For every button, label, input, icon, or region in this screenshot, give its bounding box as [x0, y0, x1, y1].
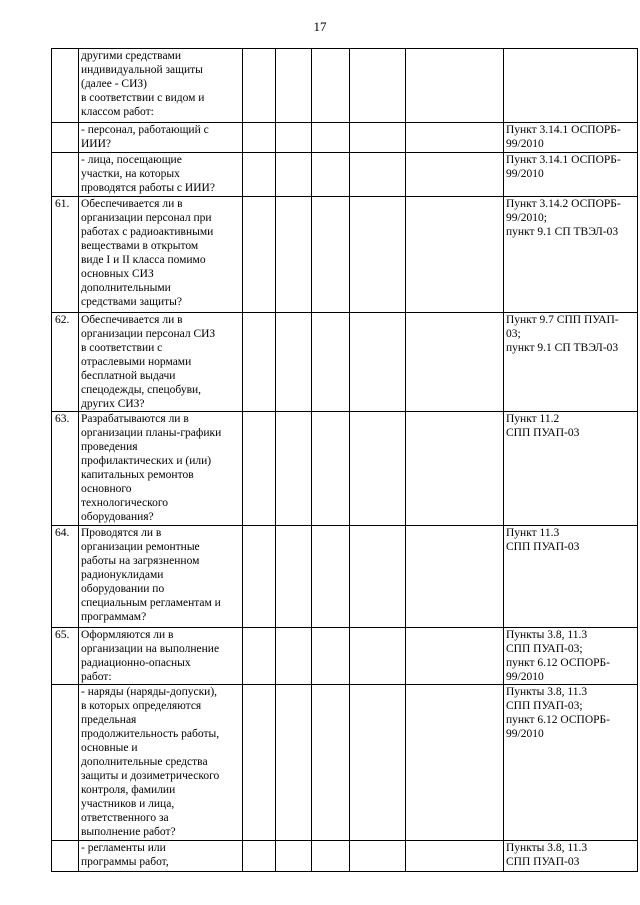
question-line: (далее - СИЗ): [81, 78, 147, 90]
reference-cell: [504, 49, 638, 123]
table-row: [52, 153, 638, 197]
question-cell: [79, 628, 243, 685]
question-line: организации на выполнение: [81, 643, 220, 655]
blank-cell: [406, 197, 504, 313]
reference-line: 03;: [506, 328, 521, 340]
question-line: Обеспечивается ли в: [81, 314, 183, 326]
answer-yes-cell: [243, 526, 276, 628]
answer-na-cell: [312, 628, 350, 685]
question-cell: [79, 123, 243, 153]
reference-line: 99/2010: [506, 168, 544, 180]
question-line: специальным регламентам и: [81, 597, 221, 609]
question-line: веществами в открытом: [81, 240, 199, 252]
question-line: профилактических и (или): [81, 455, 212, 467]
question-line: индивидуальной защиты: [81, 64, 203, 76]
question-line: работах с радиоактивными: [81, 226, 214, 238]
answer-no-cell: [276, 197, 312, 313]
reference-cell: [504, 123, 638, 153]
table-row: [52, 49, 638, 123]
question-line: работ:: [81, 671, 112, 683]
checklist-table: [51, 48, 638, 872]
table-row: [52, 123, 638, 153]
blank-cell: [406, 123, 504, 153]
question-line: программы работ,: [81, 856, 169, 868]
blank-cell: [406, 313, 504, 412]
question-line: оборудовании по: [81, 583, 165, 595]
question-line: - персонал, работающий с: [81, 124, 209, 136]
reference-line: пункт 6.12 ОСПОРБ-: [506, 657, 610, 669]
answer-yes-cell: [243, 628, 276, 685]
reference-line: 99/2010: [506, 671, 544, 683]
question-line: в соответствии с видом и: [81, 92, 205, 104]
reference-line: пункт 9.1 СП ТВЭЛ-03: [506, 342, 619, 354]
question-line: Проводятся ли в: [81, 527, 162, 539]
note-cell: [350, 841, 406, 872]
answer-yes-cell: [243, 412, 276, 526]
question-cell: [79, 841, 243, 872]
answer-na-cell: [312, 313, 350, 412]
question-line: - наряды (наряды-допуски),: [81, 686, 218, 698]
answer-no-cell: [276, 526, 312, 628]
question-line: другими средствами: [81, 50, 181, 62]
note-cell: [350, 313, 406, 412]
reference-cell: [504, 526, 638, 628]
answer-na-cell: [312, 412, 350, 526]
question-line: контроля, фамилии: [81, 784, 176, 796]
note-cell: [350, 628, 406, 685]
row-number: [52, 49, 79, 123]
question-line: радиационно-опасных: [81, 657, 191, 669]
answer-yes-cell: [243, 153, 276, 197]
question-line: других СИЗ?: [81, 398, 145, 410]
question-line: виде I и II класса помимо: [81, 254, 206, 266]
question-line: радионуклидами: [81, 569, 164, 581]
reference-line: пункт 6.12 ОСПОРБ-: [506, 714, 610, 726]
question-line: бесплатной выдачи: [81, 370, 176, 382]
reference-line: Пункт 11.2: [506, 413, 560, 425]
table-row: [52, 313, 638, 412]
answer-yes-cell: [243, 313, 276, 412]
question-line: дополнительными: [81, 282, 171, 294]
question-line: спецодежды, спецобуви,: [81, 384, 202, 396]
row-number: [52, 153, 79, 197]
question-cell: [79, 685, 243, 841]
reference-cell: [504, 628, 638, 685]
blank-cell: [406, 49, 504, 123]
question-line: организации персонал при: [81, 212, 212, 224]
question-line: предельная: [81, 714, 137, 726]
question-line: участников и лица,: [81, 798, 175, 810]
question-line: проводятся работы с ИИИ?: [81, 182, 215, 194]
question-line: основные и: [81, 742, 138, 754]
answer-no-cell: [276, 685, 312, 841]
question-line: ответственного за: [81, 812, 169, 824]
blank-cell: [406, 526, 504, 628]
answer-yes-cell: [243, 123, 276, 153]
reference-cell: [504, 685, 638, 841]
question-line: организации ремонтные: [81, 541, 200, 553]
answer-na-cell: [312, 153, 350, 197]
table-row: [52, 412, 638, 526]
question-line: работы на загрязненном: [81, 555, 200, 567]
table-body: [52, 49, 638, 872]
question-line: - лица, посещающие: [81, 154, 182, 166]
reference-line: Пункты 3.8, 11.3: [506, 629, 588, 641]
note-cell: [350, 197, 406, 313]
reference-line: СПП ПУАП-03;: [506, 700, 583, 712]
answer-na-cell: [312, 526, 350, 628]
reference-line: СПП ПУАП-03: [506, 856, 580, 868]
reference-cell: [504, 841, 638, 872]
reference-cell: [504, 412, 638, 526]
question-line: в соответствии с: [81, 342, 163, 354]
reference-cell: [504, 197, 638, 313]
answer-no-cell: [276, 841, 312, 872]
answer-yes-cell: [243, 685, 276, 841]
row-number: 61.: [52, 197, 79, 313]
answer-no-cell: [276, 313, 312, 412]
answer-na-cell: [312, 841, 350, 872]
question-line: средствами защиты?: [81, 296, 182, 308]
blank-cell: [406, 628, 504, 685]
reference-line: Пункт 9.7 СПП ПУАП-: [506, 314, 619, 326]
question-line: Обеспечивается ли в: [81, 198, 183, 210]
row-number: 65.: [52, 628, 79, 685]
question-line: участки, на которых: [81, 168, 180, 180]
question-line: оборудования?: [81, 511, 154, 523]
row-number: 63.: [52, 412, 79, 526]
question-line: проведения: [81, 441, 138, 453]
note-cell: [350, 123, 406, 153]
answer-no-cell: [276, 49, 312, 123]
question-cell: [79, 412, 243, 526]
question-line: технологического: [81, 497, 169, 509]
reference-line: 99/2010: [506, 728, 544, 740]
question-line: Разрабатываются ли в: [81, 413, 189, 425]
reference-line: СПП ПУАП-03: [506, 541, 580, 553]
reference-cell: [504, 153, 638, 197]
question-line: защиты и дозиметрического: [81, 770, 220, 782]
row-number: [52, 685, 79, 841]
answer-na-cell: [312, 49, 350, 123]
answer-yes-cell: [243, 841, 276, 872]
answer-no-cell: [276, 123, 312, 153]
question-line: выполнение работ?: [81, 826, 176, 838]
row-number: [52, 841, 79, 872]
question-cell: [79, 153, 243, 197]
question-line: отраслевыми нормами: [81, 356, 192, 368]
question-line: классом работ:: [81, 106, 154, 118]
question-cell: [79, 197, 243, 313]
question-line: дополнительные средства: [81, 756, 208, 768]
table-row: [52, 197, 638, 313]
reference-line: Пункт 11.3: [506, 527, 560, 539]
reference-cell: [504, 313, 638, 412]
question-cell: [79, 526, 243, 628]
blank-cell: [406, 412, 504, 526]
row-number: 62.: [52, 313, 79, 412]
table-row: [52, 628, 638, 685]
question-line: основных СИЗ: [81, 268, 154, 280]
table-row: [52, 841, 638, 872]
answer-no-cell: [276, 628, 312, 685]
answer-na-cell: [312, 197, 350, 313]
page-number: 17: [313, 19, 327, 34]
note-cell: [350, 49, 406, 123]
row-number: [52, 123, 79, 153]
reference-line: СПП ПУАП-03: [506, 427, 580, 439]
note-cell: [350, 153, 406, 197]
reference-line: 99/2010: [506, 138, 544, 150]
answer-no-cell: [276, 153, 312, 197]
question-line: в которых определяются: [81, 700, 202, 712]
question-line: организации персонал СИЗ: [81, 328, 216, 340]
question-line: основного: [81, 483, 132, 495]
question-line: - регламенты или: [81, 842, 166, 854]
answer-yes-cell: [243, 49, 276, 123]
answer-na-cell: [312, 685, 350, 841]
note-cell: [350, 412, 406, 526]
question-cell: [79, 313, 243, 412]
row-number: 64.: [52, 526, 79, 628]
question-cell: [79, 49, 243, 123]
answer-no-cell: [276, 412, 312, 526]
note-cell: [350, 526, 406, 628]
question-line: программам?: [81, 611, 147, 623]
question-line: капитальных ремонтов: [81, 469, 194, 481]
answer-na-cell: [312, 123, 350, 153]
reference-line: СПП ПУАП-03;: [506, 643, 583, 655]
table-row: [52, 685, 638, 841]
question-line: ИИИ?: [81, 138, 112, 150]
reference-line: Пункты 3.8, 11.3: [506, 842, 588, 854]
reference-line: Пункт 3.14.1 ОСПОРБ-: [506, 124, 621, 136]
note-cell: [350, 685, 406, 841]
reference-line: Пункт 3.14.2 ОСПОРБ-: [506, 198, 621, 210]
reference-line: 99/2010;: [506, 212, 547, 224]
answer-yes-cell: [243, 197, 276, 313]
table-row: [52, 526, 638, 628]
reference-line: пункт 9.1 СП ТВЭЛ-03: [506, 226, 619, 238]
blank-cell: [406, 685, 504, 841]
blank-cell: [406, 153, 504, 197]
blank-cell: [406, 841, 504, 872]
question-line: продолжительность работы,: [81, 728, 220, 740]
question-line: организации планы-графики: [81, 427, 222, 439]
reference-line: Пункт 3.14.1 ОСПОРБ-: [506, 154, 621, 166]
reference-line: Пункты 3.8, 11.3: [506, 686, 588, 698]
question-line: Оформляются ли в: [81, 629, 174, 641]
